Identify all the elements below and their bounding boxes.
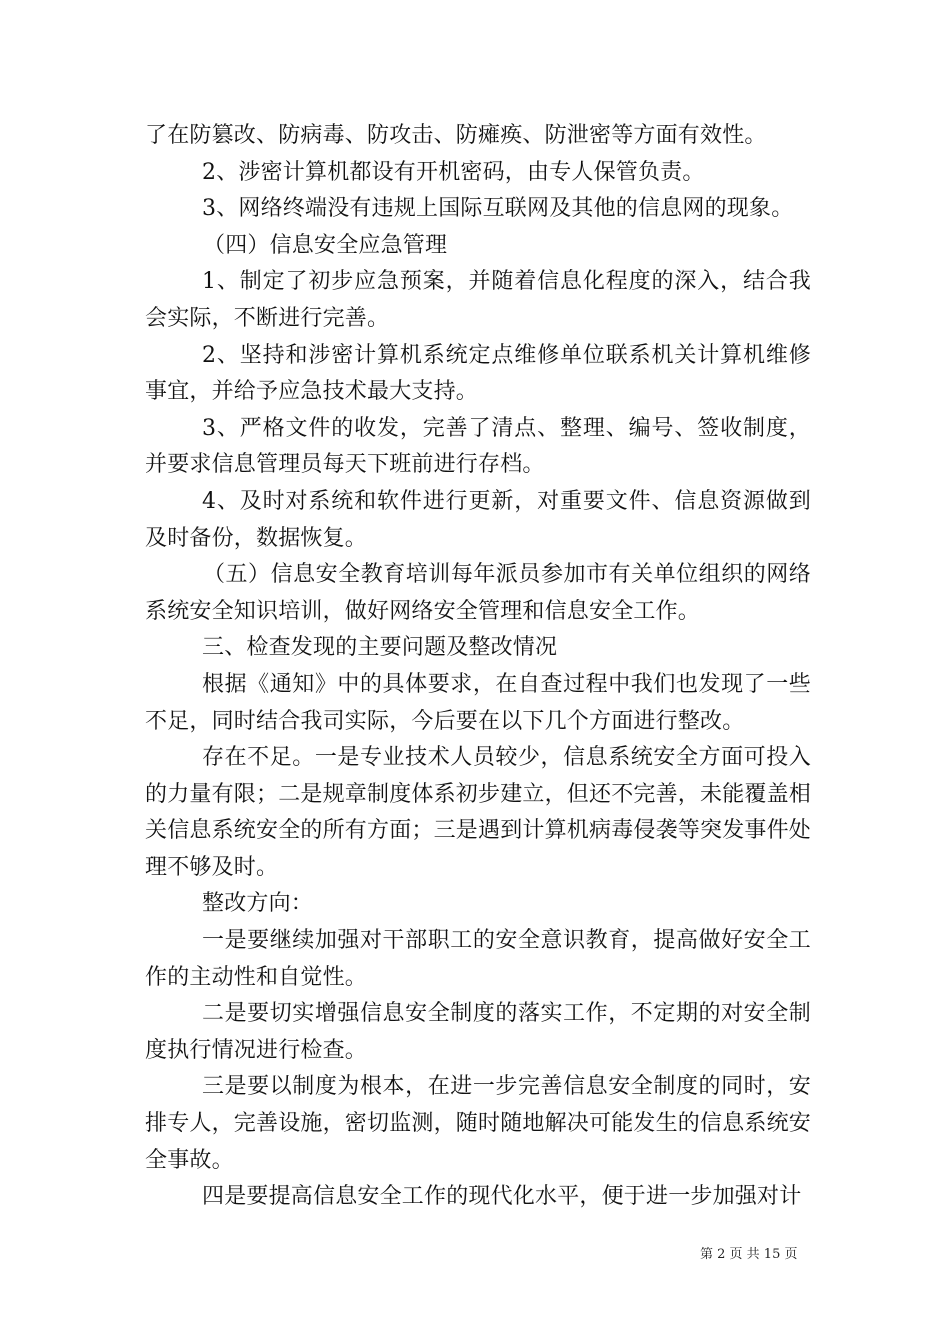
paragraph-rectification-4: 四是要提高信息安全工作的现代化水平，便于进一步加强对计 [202,1184,802,1210]
paragraph-rectification-2: 二是要切实增强信息安全制度的落实工作，不定期的对安全制度执行情况进行检查。 [145,1001,811,1063]
paragraph-emergency-2: 2、坚持和涉密计算机系统定点维修单位联系机关计算机维修事宜，并给予应急技术最大支持。 [145,342,811,405]
paragraph-emergency-4: 4、及时对系统和软件进行更新，对重要文件、信息资源做到及时备份，数据恢复。 [145,488,811,551]
section-heading-problems: 三、检查发现的主要问题及整改情况 [202,635,558,661]
page-number-footer: 第 2 页 共 15 页 [700,1247,798,1262]
section-heading-training: （五）信息安全教育培训每年派员参加市有关单位组织的网络系统安全知识培训，做好网络安全管理和信息安全工作。 [145,562,811,624]
paragraph-notice-requirements: 根据《通知》中的具体要求，在自查过程中我们也发现了一些不足，同时结合我司实际，今后要在以下几个方面进行整改。 [145,671,811,734]
paragraph-item-3-internet: 3、网络终端没有违规上国际互联网及其他的信息网的现象。 [202,196,794,222]
paragraph-continuation: 了在防篡改、防病毒、防攻击、防瘫痪、防泄密等方面有效性。 [145,123,767,148]
paragraph-rectification-3: 三是要以制度为根本，在进一步完善信息安全制度的同时，安排专人，完善设施，密切监测，随时随地解决可能发生的信息系统安全事故。 [145,1074,812,1173]
section-heading-emergency: （四）信息安全应急管理 [203,232,448,258]
paragraph-rectification-heading: 整改方向： [202,891,314,917]
paragraph-emergency-1: 1、制定了初步应急预案，并随着信息化程度的深入，结合我会实际，不断进行完善。 [145,269,811,331]
paragraph-item-2-password: 2、涉密计算机都设有开机密码，由专人保管负责。 [202,159,705,185]
paragraph-shortcomings: 存在不足。一是专业技术人员较少，信息系统安全方面可投入的力量有限；二是规章制度体系初步建立，但还不完善，未能覆盖相关信息系统安全的所有方面；三是遇到计算机病毒侵袭等突发事件处理不够及时。 [145,745,812,880]
paragraph-emergency-3: 3、严格文件的收发，完善了清点、整理、编号、签收制度，并要求信息管理员每天下班前进行存档。 [145,415,811,478]
paragraph-rectification-1: 一是要继续加强对干部职工的安全意识教育，提高做好安全工作的主动性和自觉性。 [145,928,811,990]
document-body [145,118,811,1216]
